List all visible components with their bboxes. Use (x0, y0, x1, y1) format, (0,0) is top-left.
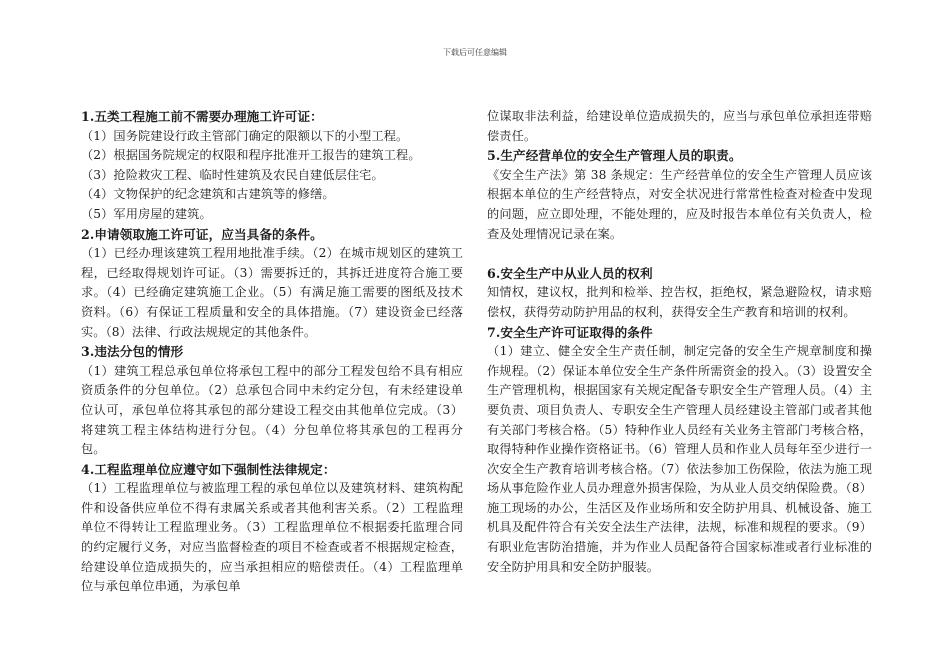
section-1-item-5: （5）军用房屋的建筑。 (81, 206, 212, 221)
section-6-body: 知情权，建议权，批判和检举、控告权，拒绝权，紧急避险权，请求赔偿权，获得劳动防护用品的权利，获得安全生产教育和培训的权利。 (487, 285, 872, 319)
section-2-title: 2.申请领取施工许可证，应当具备的条件。 (81, 226, 323, 242)
section-5-title: 5.生产经营单位的安全生产管理人员的职责。 (487, 148, 742, 164)
left-column (81, 107, 463, 597)
section-1-title: 1.五类工程施工前不需要办理施工许可证： (81, 109, 323, 124)
section-1-item-3: （3）抢险救灾工程、临时性建筑及农民自建低层住宅。 (81, 167, 384, 182)
section-7-title: 7.安全生产许可证取得的条件 (487, 324, 653, 340)
section-5-body: 《安全生产法》第 38 条规定：生产经营单位的安全生产管理人员应该根据本单位的生产经营特点，对安全状况进行常常性检查对检查中发现的问题，应立即处理，不能处理的，应及时报告本单位有关负责人，检查及处理情况记录在案。 (487, 167, 872, 241)
section-1-item-2: （2）根据国务院规定的权限和程序批准开工报告的建筑工程。 (81, 148, 421, 163)
section-2-body: （1）已经办理该建筑工程用地批准手续。（2）在城市规划区的建筑工程，已经取得规划许可证。（3）需要拆迁的，其拆迁进度符合施工要求。（4）已经确定建筑施工企业。（5）有满足施工需要的图纸及技术资料。（6）有保证工程质量和安全的具体措施。（7）建设资金已经落实。（8）法律、行政法规规定的其他条件。 (81, 246, 463, 339)
right-column (487, 107, 872, 577)
section-7-body: （1）建立、健全安全生产责任制，制定完备的安全生产规章制度和操作规程。（2）保证本单位安全生产条件所需资金的投入。（3）设置安全生产管理机构，根据国家有关规定配备专职安全生产管理人员。（4）主要负责、项目负责人、专职安全生产管理人员经建设主管部门或者其他有关部门考核合格。（5）特种作业人员经有关业务主管部门考核合格，取得特种作业操作资格证书。（6）管理人员和作业人员每年至少进行一次安全生产教育培训考核合格。（7）依法参加工伤保险，依法为施工现场从事危险作业人员办理意外损害保险，为从业人员交纳保险费。（8）施工现场的办公，生活区及作业场所和安全防护用具、机械设备、施工机具及配件符合有关安全法生产法律，法规，标准和规程的要求。（9）有职业危害防治措施，并为作业人员配备符合国家标准或者行业标准的安全防护用具和安全防护服装。 (487, 344, 872, 574)
section-1-item-1: （1）国务院建设行政主管部门确定的限额以下的小型工程。 (81, 128, 409, 143)
blank-line (487, 244, 872, 264)
section-6-title: 6.安全生产中从业人员的权利 (487, 265, 653, 281)
section-4-body: （1）工程监理单位与被监理工程的承包单位以及建筑材料、建筑构配件和设备供应单位不得有隶属关系或者其他利害关系。（2）工程监理单位不得转让工程监理业务。（3）工程监理单位不根据委托监理合同的约定履行义务，对应当监督检查的项目不检查或者不根据规定检查，给建设单位造成损失的，应当承担相应的赔偿责任。（4）工程监理单位与承包单位串通，为承包单 (81, 481, 463, 594)
page-header-note: 下载后可任意编辑 (443, 48, 507, 57)
section-1-item-4: （4）文物保护的纪念建筑和古建筑等的修缮。 (81, 187, 335, 202)
section-3-body: （1）建筑工程总承包单位将承包工程中的部分工程发包给不具有相应资质条件的分包单位。（2）总承包合同中未约定分包，有未经建设单位认可，承包单位将其承包的部分建设工程交由其他单位完成。（3）将建筑工程主体结构进行分包。（4）分包单位将其承包的工程再分包。 (81, 363, 463, 457)
section-3-title: 3.违法分包的情形 (81, 344, 184, 360)
section-4-body-continued: 位谋取非法利益，给建设单位造成损失的，应当与承包单位承担连带赔偿责任。 (487, 109, 872, 143)
section-4-title: 4.工程监理单位应遵守如下强制性法律规定： (81, 461, 336, 477)
